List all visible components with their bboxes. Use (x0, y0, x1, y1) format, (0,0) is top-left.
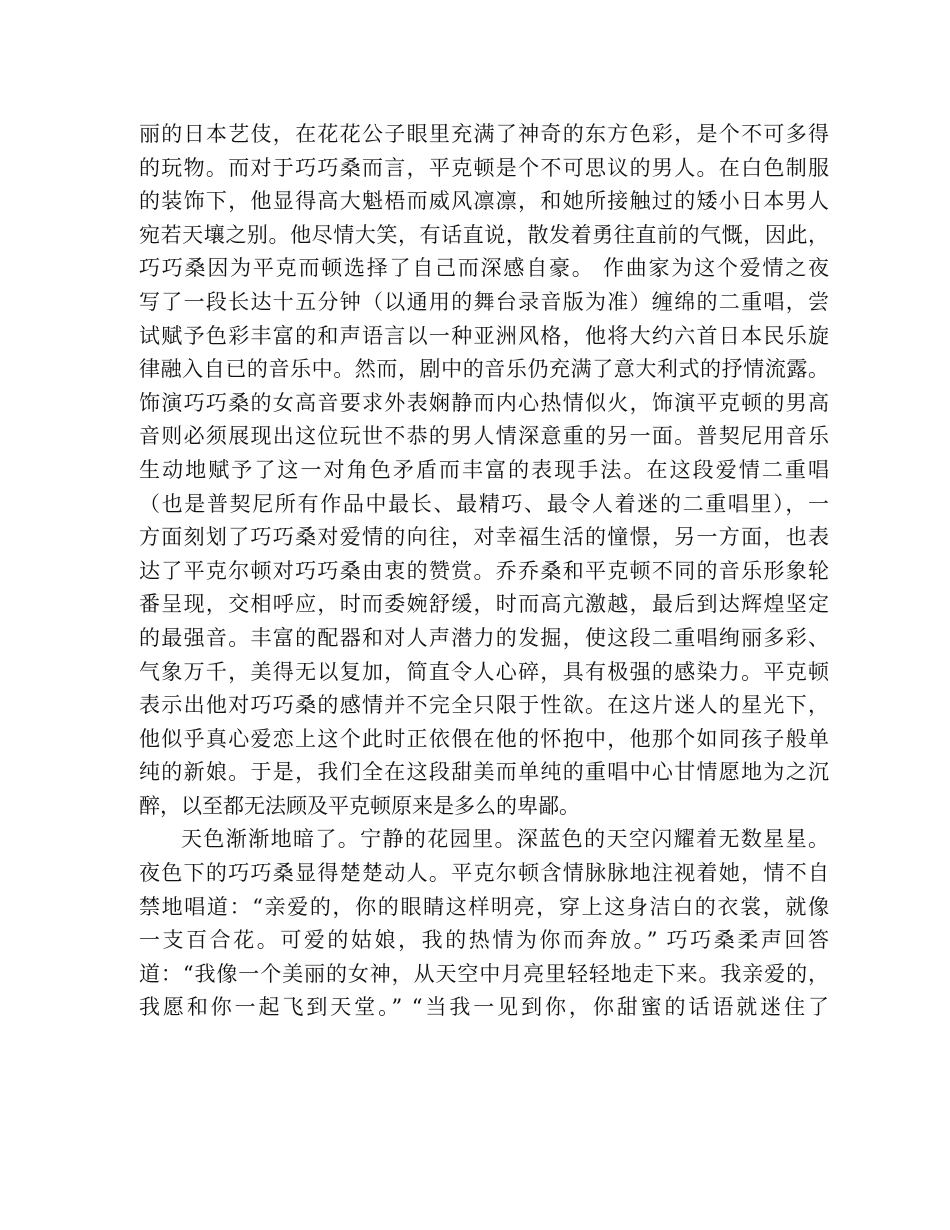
text-line: 禁地唱道：“亲爱的，你的眼睛这样明亮，穿上这身洁白的衣裳，就像 (139, 894, 829, 919)
text-line: 的玩物。而对于巧巧桑而言，平克顿是个不可思议的男人。在白色制服 (139, 155, 829, 180)
text-line: （也是普契尼所有作品中最长、最精巧、最令人着迷的二重唱里），一 (139, 491, 829, 516)
text-line: 试赋予色彩丰富的和声语言以一种亚洲风格，他将大约六首日本民乐旋 (139, 323, 829, 348)
text-line: 道：“我像一个美丽的女神，从天空中月亮里轻轻地走下来。我亲爱的， (139, 961, 829, 986)
paragraph-1 (139, 118, 829, 823)
text-line: 饰演巧巧桑的女高音要求外表娴静而内心热情似火，饰演平克顿的男高 (139, 390, 829, 415)
text-line: 的最强音。丰富的配器和对人声潜力的发掘，使这段二重唱绚丽多彩、 (139, 625, 829, 650)
text-line: 一支百合花。可爱的姑娘，我的热情为你而奔放。” 巧巧桑柔声回答 (139, 928, 829, 953)
text-line: 达了平克尔顿对巧巧桑由衷的赞赏。乔乔桑和平克顿不同的音乐形象轮 (139, 558, 829, 583)
text-line: 写了一段长达十五分钟（以通用的舞台录音版为准）缠绵的二重唱，尝 (139, 289, 829, 314)
text-line: 巧巧桑因为平克而顿选择了自己而深感自豪。 作曲家为这个爱情之夜 (139, 256, 829, 281)
text-line: 表示出他对巧巧桑的感情并不完全只限于性欲。在这片迷人的星光下， (139, 693, 829, 718)
text-line: 番呈现，交相呼应，时而委婉舒缓，时而高亢激越，最后到达辉煌坚定 (139, 592, 829, 617)
text-line: 夜色下的巧巧桑显得楚楚动人。平克尔顿含情脉脉地注视着她，情不自 (139, 861, 829, 886)
paragraph-2 (139, 823, 829, 1025)
text-line: 他似乎真心爱恋上这个此时正依偎在他的怀抱中，他那个如同孩子般单 (139, 726, 829, 751)
text-line: 天色渐渐地暗了。宁静的花园里。深蓝色的天空闪耀着无数星星。 (181, 827, 829, 852)
document-page (139, 118, 829, 1025)
text-line: 的装饰下，他显得高大魁梧而威风凛凛，和她所接触过的矮小日本男人 (139, 189, 829, 214)
text-line: 生动地赋予了这一对角色矛盾而丰富的表现手法。在这段爱情二重唱 (139, 457, 829, 482)
text-line: 我愿和你一起飞到天堂。” “当我一见到你，你甜蜜的话语就迷住了 (139, 995, 829, 1020)
text-line: 方面刻划了巧巧桑对爱情的向往，对幸福生活的憧憬，另一方面，也表 (139, 525, 829, 550)
text-line: 纯的新娘。于是，我们全在这段甜美而单纯的重唱中心甘情愿地为之沉 (139, 760, 829, 785)
text-line: 音则必须展现出这位玩世不恭的男人情深意重的另一面。普契尼用音乐 (139, 424, 829, 449)
text-line: 宛若天壤之别。他尽情大笑，有话直说，散发着勇往直前的气慨，因此， (139, 222, 829, 247)
text-line: 律融入自已的音乐中。然而，剧中的音乐仍充满了意大利式的抒情流露。 (139, 357, 829, 382)
text-line: 丽的日本艺伎，在花花公子眼里充满了神奇的东方色彩，是个不可多得 (139, 122, 829, 146)
text-line: 气象万千，美得无以复加，简直令人心碎，具有极强的感染力。平克顿 (139, 659, 829, 684)
text-line: 醉，以至都无法顾及平克顿原来是多么的卑鄙。 (139, 793, 580, 818)
